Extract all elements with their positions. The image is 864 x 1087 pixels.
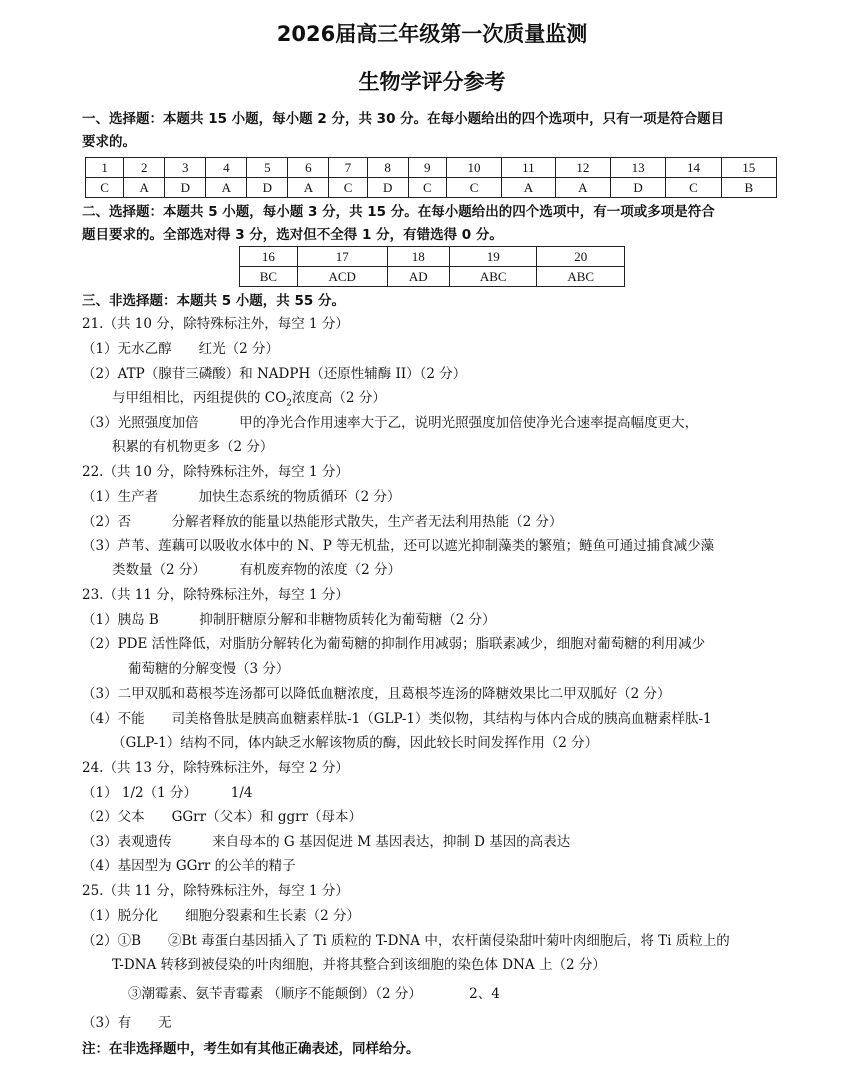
section1-question-number-11: 11 bbox=[502, 158, 555, 178]
section2-answer-4: ABC bbox=[450, 267, 537, 287]
q24-line3: （3）表观遗传 来自母本的 G 基因促进 M 基因表达，抑制 D 基因的高表达 bbox=[82, 834, 571, 850]
q21-line3-sub: 2 bbox=[286, 398, 292, 409]
q22-line3: （3）芦苇、莲藕可以吸收水体中的 N、P 等无机盐，还可以遮光抑制藻类的繁殖；鲢鱼可通过捕食减少藻 bbox=[82, 538, 715, 554]
section1-answer-14: C bbox=[666, 178, 721, 198]
section1-question-number-10: 10 bbox=[446, 158, 501, 178]
document-title: 2026届高三年级第一次质量监测 bbox=[276, 22, 588, 46]
section2-question-number-5: 20 bbox=[537, 247, 625, 267]
q23-line6: （GLP-1）结构不同，体内缺乏水解该物质的酶，因此较长时间发挥作用（2 分） bbox=[112, 735, 599, 751]
section1-answer-7: C bbox=[329, 178, 367, 198]
q23-line2: （2）PDE 活性降低，对脂肪分解转化为葡萄糖的抑制作用减弱；脂联素减少，细胞对葡萄糖的利用减少 bbox=[82, 636, 706, 652]
section1-answer-8: D bbox=[367, 178, 408, 198]
q21-line5: 积累的有机物更多（2 分） bbox=[112, 439, 274, 455]
q23-line5: （4）不能 司美格鲁肽是胰高血糖素样肽-1（GLP-1）类似物，其结构与体内合成的胰高血糖素样肽-1 bbox=[82, 711, 712, 727]
section1-heading-line2: 要求的。 bbox=[82, 134, 136, 150]
q22-line4: 类数量（2 分） 有机废弃物的浓度（2 分） bbox=[112, 562, 402, 578]
section1-answer-13: D bbox=[610, 178, 665, 198]
section1-answer-15: B bbox=[721, 178, 776, 198]
section1-answer-1: C bbox=[86, 178, 124, 198]
q22-line2: （2）否 分解者释放的能量以热能形式散失，生产者无法利用热能（2 分） bbox=[82, 514, 563, 530]
q22-line1: （1）生产者 加快生态系统的物质循环（2 分） bbox=[82, 489, 401, 505]
section2-answer-3: AD bbox=[387, 267, 449, 287]
section2-heading-line2: 题目要求的。全部选对得 3 分，选对但不全得 1 分，有错选得 0 分。 bbox=[82, 227, 503, 243]
q21-line3 bbox=[112, 389, 386, 413]
section1-answer-5: D bbox=[247, 178, 288, 198]
section1-answer-10: C bbox=[446, 178, 501, 198]
section1-answer-9: C bbox=[408, 178, 446, 198]
document-subtitle: 生物学评分参考 bbox=[358, 70, 506, 94]
q25-line5: （3）有 无 bbox=[82, 1015, 172, 1031]
section1-question-number-8: 8 bbox=[367, 158, 408, 178]
q21-line1: （1）无水乙醇 红光（2 分） bbox=[82, 341, 279, 357]
q21-line3-a: 与甲组相比，丙组提供的 CO bbox=[112, 390, 287, 406]
section2-answer-table bbox=[239, 246, 625, 287]
section2-answer-2: ACD bbox=[297, 267, 387, 287]
section1-question-number-3: 3 bbox=[165, 158, 206, 178]
q25-heading: 25.（共 11 分，除特殊标注外，每空 1 分） bbox=[82, 883, 349, 899]
section1-answer-3: D bbox=[165, 178, 206, 198]
section2-question-number-3: 18 bbox=[387, 247, 449, 267]
section1-question-number-4: 4 bbox=[206, 158, 247, 178]
section1-answer-row bbox=[86, 178, 777, 198]
q24-line2: （2）父本 GGrr（父本）和 ggrr（母本） bbox=[82, 809, 363, 825]
section1-question-number-12: 12 bbox=[555, 158, 610, 178]
q21-heading: 21.（共 10 分，除特殊标注外，每空 1 分） bbox=[82, 316, 349, 332]
section1-question-number-14: 14 bbox=[666, 158, 721, 178]
q25-line1: （1）脱分化 细胞分裂素和生长素（2 分） bbox=[82, 908, 360, 924]
q23-line1: （1）胰岛 B 抑制肝糖原分解和非糖物质转化为葡萄糖（2 分） bbox=[82, 612, 496, 628]
q21-line3-b: 浓度高（2 分） bbox=[291, 390, 386, 406]
section1-question-number-7: 7 bbox=[329, 158, 367, 178]
section2-question-number-2: 17 bbox=[297, 247, 387, 267]
section1-question-number-6: 6 bbox=[288, 158, 329, 178]
q21-line4: （3）光照强度加倍 甲的净光合作用速率大于乙，说明光照强度加倍使净光合速率提高幅度更大， bbox=[82, 415, 699, 431]
section1-answer-table bbox=[85, 157, 777, 198]
section1-answer-11: A bbox=[502, 178, 555, 198]
section1-question-number-2: 2 bbox=[124, 158, 165, 178]
section1-question-number-9: 9 bbox=[408, 158, 446, 178]
section2-heading-line1: 二、选择题：本题共 5 小题，每小题 3 分，共 15 分。在每小题给出的四个选项中，有一项或多项是符合 bbox=[82, 204, 715, 220]
section1-answer-6: A bbox=[288, 178, 329, 198]
section1-answer-12: A bbox=[555, 178, 610, 198]
section1-number-row bbox=[86, 158, 777, 178]
section1-answer-4: A bbox=[206, 178, 247, 198]
q24-heading: 24.（共 13 分，除特殊标注外，每空 2 分） bbox=[82, 760, 349, 776]
q22-heading: 22.（共 10 分，除特殊标注外，每空 1 分） bbox=[82, 464, 349, 480]
q23-heading: 23.（共 11 分，除特殊标注外，每空 1 分） bbox=[82, 587, 349, 603]
section1-question-number-5: 5 bbox=[247, 158, 288, 178]
grading-note: 注：在非选择题中，考生如有其他正确表述，同样给分。 bbox=[82, 1041, 420, 1057]
section2-answer-5: ABC bbox=[537, 267, 625, 287]
section1-heading-line1: 一、选择题：本题共 15 小题，每小题 2 分，共 30 分。在每小题给出的四个选项中，只有一项是符合题目 bbox=[82, 111, 725, 127]
section1-question-number-15: 15 bbox=[721, 158, 776, 178]
section2-question-number-1: 16 bbox=[240, 247, 298, 267]
section2-answer-1: BC bbox=[240, 267, 298, 287]
q23-line3: 葡萄糖的分解变慢（3 分） bbox=[128, 661, 290, 677]
q25-line4: ③潮霉素、氨苄青霉素 （顺序不能颠倒）（2 分） 2、4 bbox=[128, 986, 500, 1002]
q21-line2: （2）ATP（腺苷三磷酸）和 NADPH（还原性辅酶 II）（2 分） bbox=[82, 366, 467, 382]
q24-line1: （1） 1/2（1 分） 1/4 bbox=[82, 785, 253, 801]
section1-answer-2: A bbox=[124, 178, 165, 198]
q25-line3: T-DNA 转移到被侵染的叶肉细胞，并将其整合到该细胞的染色体 DNA 上（2 分） bbox=[112, 957, 606, 973]
section1-question-number-1: 1 bbox=[86, 158, 124, 178]
q25-line2: （2）①B ②Bt 毒蛋白基因插入了 Ti 质粒的 T-DNA 中，农杆菌侵染甜叶菊叶肉细胞后，将 Ti 质粒上的 bbox=[82, 933, 730, 949]
section1-question-number-13: 13 bbox=[610, 158, 665, 178]
q24-line4: （4）基因型为 GGrr 的公羊的精子 bbox=[82, 858, 296, 874]
section3-heading: 三、非选择题：本题共 5 小题，共 55 分。 bbox=[82, 293, 345, 309]
q23-line4: （3）二甲双胍和葛根芩连汤都可以降低血糖浓度，且葛根芩连汤的降糖效果比二甲双胍好（2 分） bbox=[82, 686, 671, 702]
section2-question-number-4: 19 bbox=[450, 247, 537, 267]
section2-number-row bbox=[240, 247, 625, 267]
section2-answer-row bbox=[240, 267, 625, 287]
